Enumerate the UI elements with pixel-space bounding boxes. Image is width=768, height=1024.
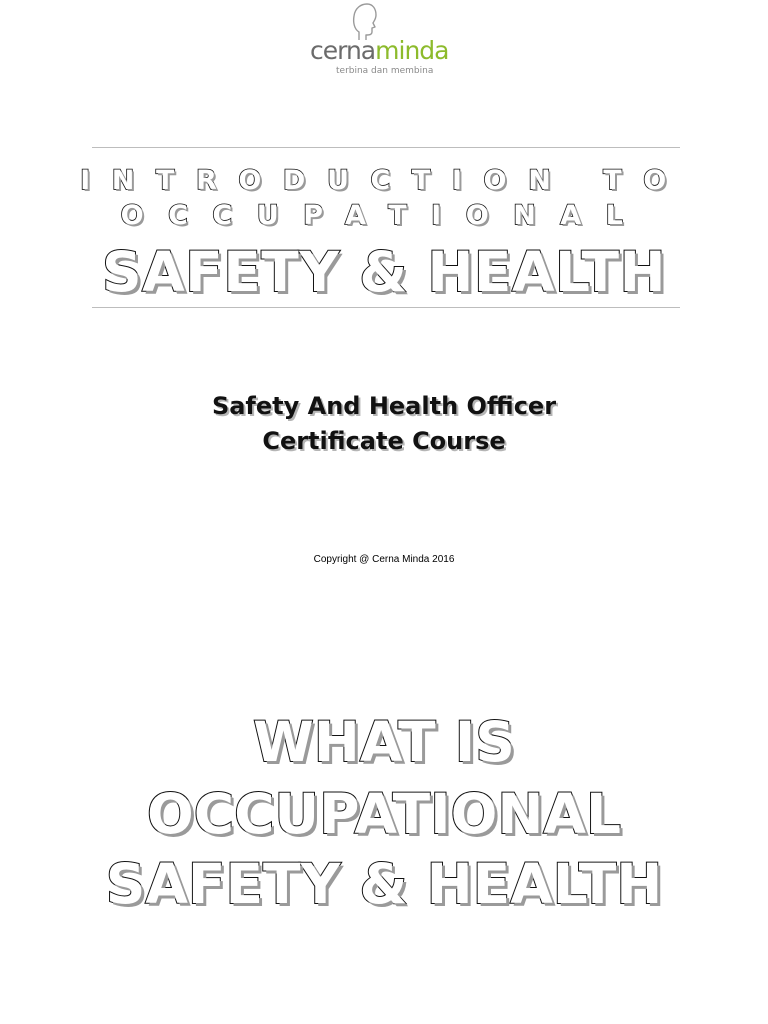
divider-bottom [92,307,680,308]
section-heading-line-1: WHAT IS [253,710,515,774]
title-line-3: SAFETY & HEALTH [101,240,667,304]
brand-logo [300,0,460,86]
title-line-2: OCCUPATIONAL [120,200,648,231]
logo-word-part1: cerna [310,36,376,65]
subtitle-line-1: Safety And Health Officer [211,392,557,420]
title-line-1: INTRODUCTION TO [80,165,688,196]
section-heading-line-3: SAFETY & HEALTH [105,852,663,916]
section-heading-line-2: OCCUPATIONAL [146,782,622,846]
divider-top [92,147,680,148]
logo-wordmark [310,36,448,66]
logo-word-part2: minda [375,36,449,65]
subtitle-line-2: Certificate Course [262,427,506,455]
copyright-notice: Copyright @ Cerna Minda 2016 [313,554,455,565]
logo-tagline: terbina dan membina [336,66,434,76]
